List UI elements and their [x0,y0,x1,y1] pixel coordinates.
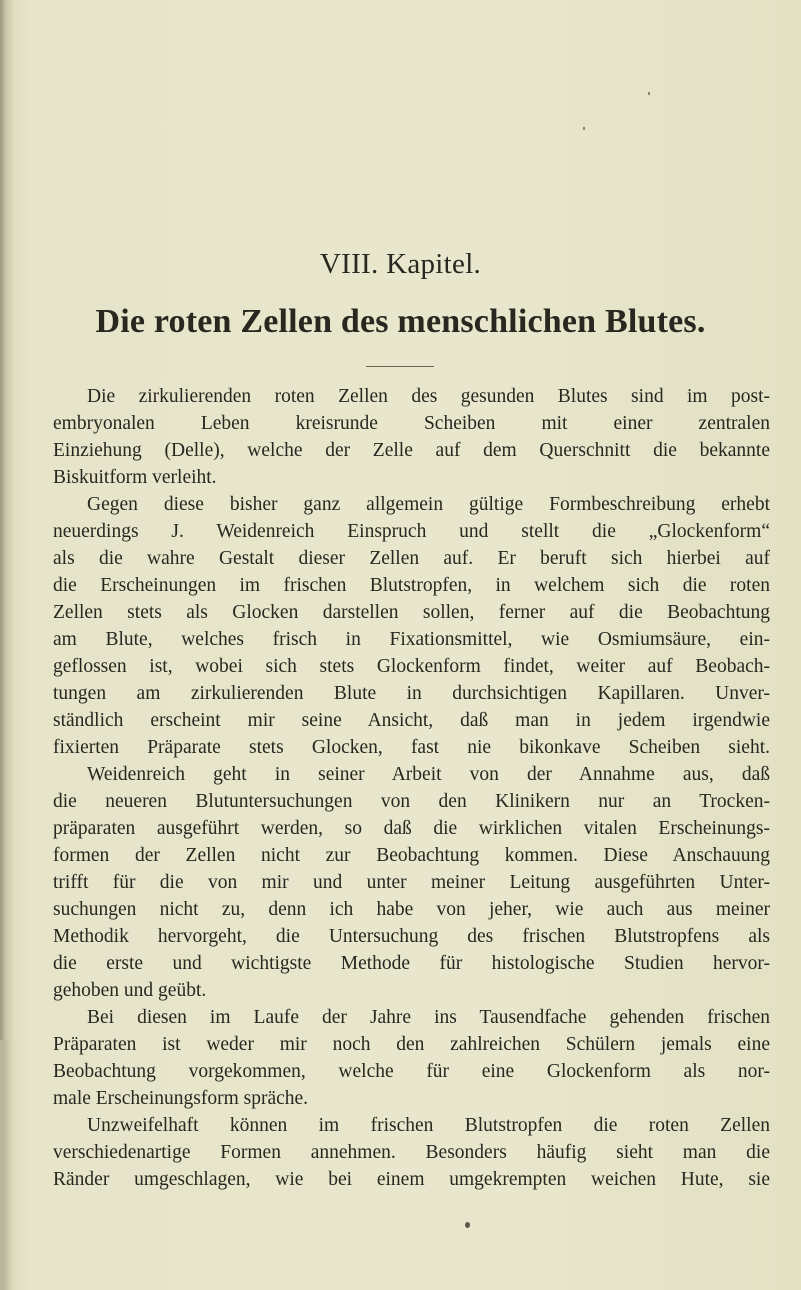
body-line: präparaten ausgeführt werden, so daß die wirklichen vitalen Erscheinungs- [53,818,770,839]
body-line: die neueren Blutuntersuchungen von den Klinikern nur an Trocken- [53,791,770,812]
body-line: Beobachtung vorgekommen, welche für eine Glockenform als nor- [53,1061,770,1082]
body-line: verschiedenartige Formen annehmen. Besonders häufig sieht man die [53,1142,770,1163]
chapter-title: Die roten Zellen des menschlichen Blutes. [95,303,706,340]
body-line: formen der Zellen nicht zur Beobachtung kommen. Diese Anschauung [53,845,770,866]
body-line: Zellen stets als Glocken darstellen sollen, ferner auf die Beobachtung [53,602,770,623]
body-line: ständlich erscheint mir seine Ansicht, daß man in jedem irgendwie [53,710,770,731]
body-line: Unzweifelhaft können im frischen Blutstropfen die roten Zellen [87,1115,770,1136]
body-line: fixierten Präparate stets Glocken, fast nie bikonkave Scheiben sieht. [53,737,770,758]
body-line: Bei diesen im Laufe der Jahre ins Tausendfache gehenden frischen [87,1007,770,1028]
body-line: Präparaten ist weder mir noch den zahlreichen Schülern jemals eine [53,1034,770,1055]
body-line: embryonalen Leben kreisrunde Scheiben mit einer zentralen [53,413,770,434]
body-line: trifft für die von mir und unter meiner Leitung ausgeführten Unter- [53,872,770,893]
body-line: die erste und wichtigste Methode für histologische Studien hervor- [53,953,770,974]
body-line: als die wahre Gestalt dieser Zellen auf. Er beruft sich hierbei auf [53,548,770,569]
body-line: die Erscheinungen im frischen Blutstropfen, in welchem sich die roten [53,575,770,596]
chapter-heading: VIII. Kapitel. [319,248,482,280]
body-line: Gegen diese bisher ganz allgemein gültige Formbeschreibung erhebt [87,494,770,515]
page-gutter-shadow-lower [0,1040,10,1290]
body-line: geflossen ist, wobei sich stets Glockenform findet, weiter auf Beobach- [53,656,770,677]
body-line: Ränder umgeschlagen, wie bei einem umgekrempten weichen Hute, sie [53,1169,770,1190]
title-divider [366,366,434,367]
body-line: tungen am zirkulierenden Blute in durchsichtigen Kapillaren. Unver- [53,683,770,704]
ink-spot [465,1222,470,1228]
body-line: Einziehung (Delle), welche der Zelle auf dem Querschnitt die bekannte [53,440,770,461]
paper-speck [583,127,585,130]
body-line: suchungen nicht zu, denn ich habe von jeher, wie auch aus meiner [53,899,770,920]
body-line: Biskuitform verleiht. [53,467,217,488]
body-line: neuerdings J. Weidenreich Einspruch und stellt die „Glockenform“ [53,521,770,542]
body-line: am Blute, welches frisch in Fixationsmittel, wie Osmiumsäure, ein- [53,629,770,650]
body-line: gehoben und geübt. [53,980,207,1001]
body-line: Methodik hervorgeht, die Untersuchung des frischen Blutstropfens als [53,926,770,947]
body-line: Weidenreich geht in seiner Arbeit von der Annahme aus, daß [87,764,770,785]
body-line: Die zirkulierenden roten Zellen des gesunden Blutes sind im post- [87,386,770,407]
paper-speck [648,92,650,95]
body-line: male Erscheinungsform spräche. [53,1088,309,1109]
